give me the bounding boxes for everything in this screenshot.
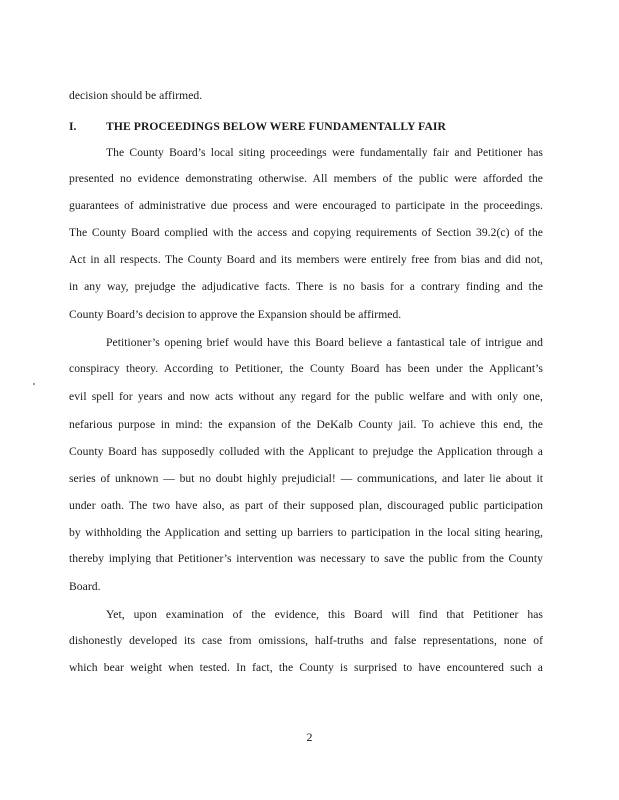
paragraph-2-line: County Board has supposedly colluded with the Applicant to prejudge the Application through a (69, 445, 543, 458)
paragraph-1-line: County Board’s decision to approve the Expansion should be affirmed. (69, 308, 402, 321)
paragraph-3-line: Yet, upon examination of the evidence, this Board will find that Petitioner has (106, 608, 543, 621)
carryover-line: decision should be affirmed. (69, 89, 203, 102)
page-number: 2 (306, 730, 313, 744)
paragraph-2-line: Board. (69, 580, 101, 593)
paragraph-2-line: nefarious purpose in mind: the expansion of the DeKalb County jail. To achieve this end, the (69, 418, 543, 431)
section-number: I. (69, 120, 77, 133)
paragraph-1-line: Act in all respects. The County Board and its members were entirely free from bias and did not, (69, 253, 543, 266)
paragraph-2-line: by withholding the Application and setting up barriers to participation in the local siting hearing, (69, 526, 543, 539)
paragraph-2-line: Petitioner’s opening brief would have this Board believe a fantastical tale of intrigue and (106, 336, 543, 349)
paragraph-2-line: conspiracy theory. According to Petitioner, the County Board has been under the Applicant’s (69, 362, 543, 375)
paragraph-2-line: under oath. The two have also, as part of their supposed plan, discouraged public participation (69, 499, 543, 512)
paragraph-3-line: which bear weight when tested. In fact, the County is surprised to have encountered such a (69, 661, 543, 674)
paragraph-1-line: in any way, prejudge the adjudicative facts. There is no basis for a contrary finding and the (69, 280, 543, 293)
paragraph-1-line: The County Board complied with the access and copying requirements of Section 39.2(c) of the (69, 226, 543, 239)
paragraph-2-line: thereby implying that Petitioner’s intervention was necessary to save the public from the County (69, 552, 543, 565)
paragraph-1-line: guarantees of administrative due process and were encouraged to participate in the proceedings. (69, 199, 543, 212)
paragraph-1-line: presented no evidence demonstrating otherwise. All members of the public were afforded the (69, 172, 543, 185)
paragraph-3-line: dishonestly developed its case from omissions, half-truths and false representations, none of (69, 634, 543, 647)
scan-mark (33, 383, 35, 385)
paragraph-2-line: series of unknown — but no doubt highly prejudicial! — communications, and later lie about it (69, 472, 543, 485)
paragraph-2-line: evil spell for years and now acts without any regard for the public welfare and with only one, (69, 390, 543, 403)
section-heading: THE PROCEEDINGS BELOW WERE FUNDAMENTALLY FAIR (106, 120, 447, 133)
paragraph-1-line: The County Board’s local siting proceedings were fundamentally fair and Petitioner has (106, 146, 543, 159)
